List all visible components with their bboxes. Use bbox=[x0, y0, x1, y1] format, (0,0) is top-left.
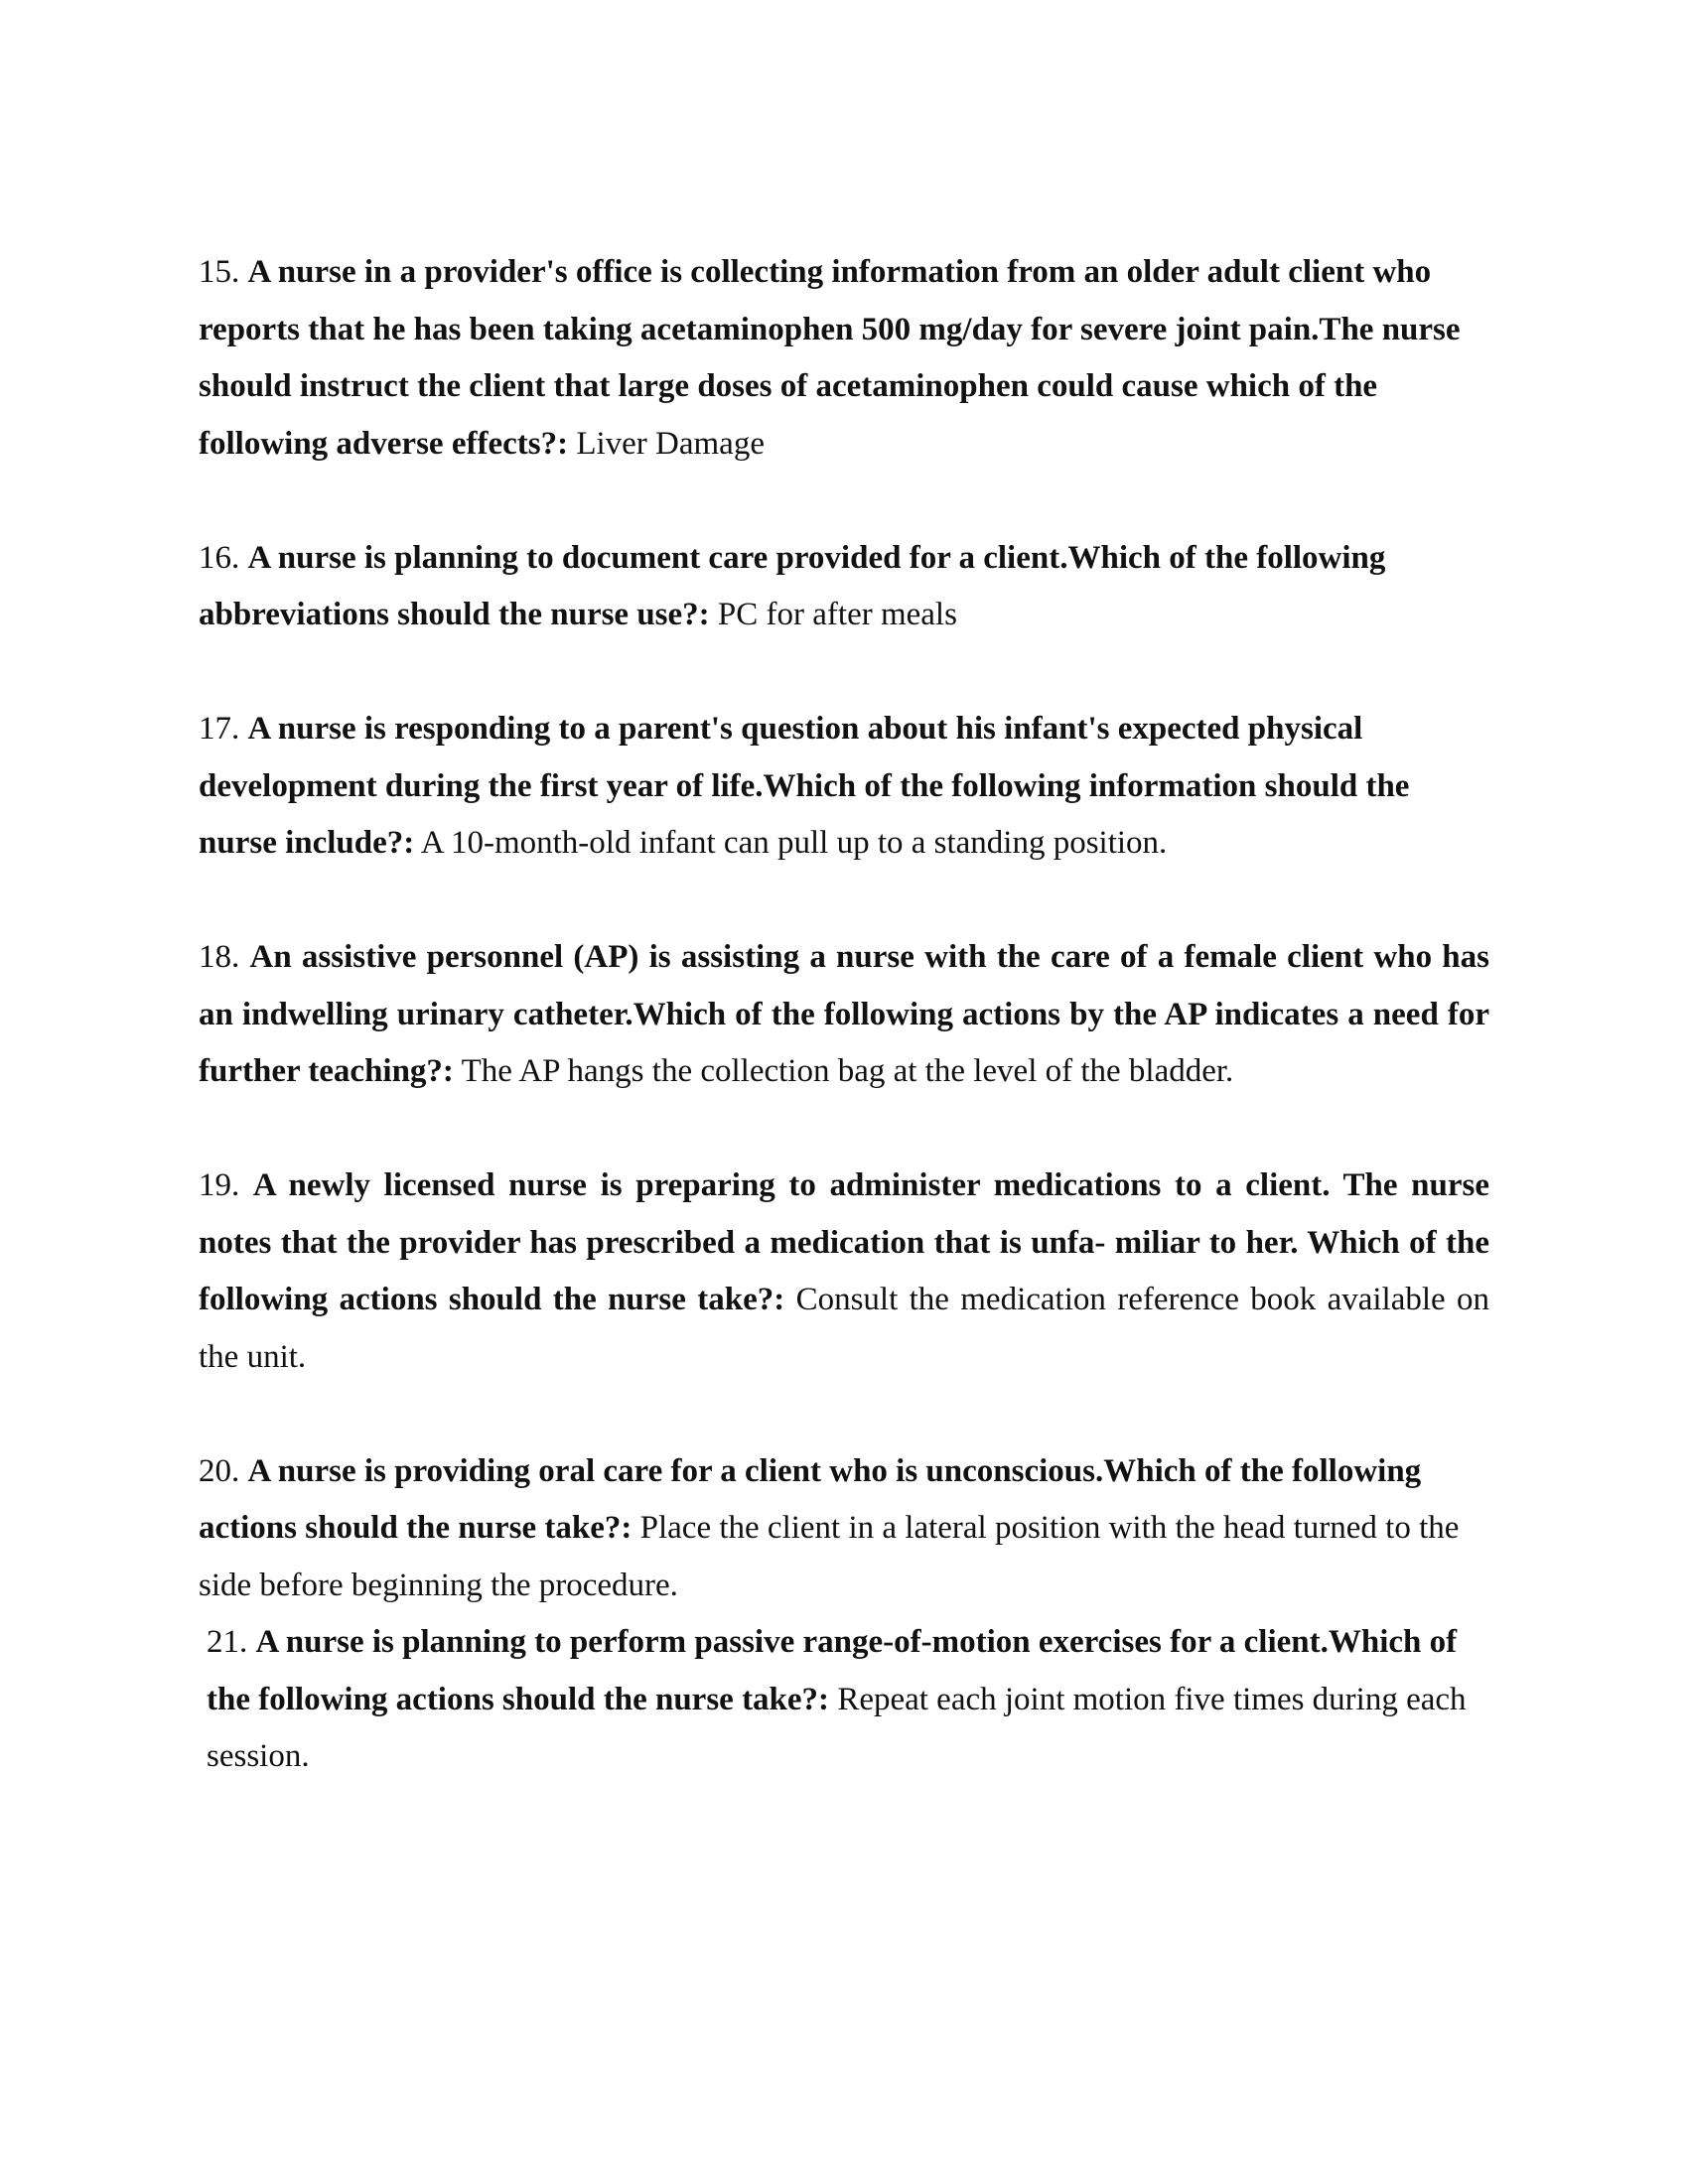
item-answer: PC for after meals bbox=[717, 597, 957, 632]
item-number: 20. bbox=[199, 1452, 240, 1489]
qa-item-20 bbox=[199, 1443, 1489, 1615]
item-number: 16. bbox=[199, 539, 240, 576]
qa-item-21 bbox=[199, 1614, 1489, 1786]
item-number: 21. bbox=[207, 1624, 248, 1660]
item-question: A nurse in a provider's office is collecting information from an older adult client who reports that he has been taking acetaminophen 500 mg/day for severe joint pain.The nurse should instruct the client that large doses of acetaminophen could cause which of the following adverse effects?: bbox=[199, 254, 1461, 462]
item-number: 15. bbox=[199, 254, 240, 290]
item-number: 19. bbox=[199, 1167, 240, 1203]
item-number: 17. bbox=[199, 711, 240, 747]
qa-item-18 bbox=[199, 929, 1489, 1101]
item-answer: Consult the medication reference book available on the unit. bbox=[199, 1282, 1490, 1375]
qa-item-15 bbox=[199, 244, 1489, 473]
item-answer: Liver Damage bbox=[576, 425, 765, 462]
item-answer: The AP hangs the collection bag at the level of the bladder. bbox=[461, 1053, 1234, 1089]
item-answer: Repeat each joint motion five times during each session. bbox=[207, 1681, 1467, 1774]
item-question: A nurse is responding to a parent's question about his infant's expected physical development during the first year of life.Which of the following information should the nurse include?: bbox=[199, 711, 1410, 861]
item-question: A nurse is providing oral care for a client who is unconscious.Which of the following actions should the nurse take?: bbox=[199, 1452, 1422, 1546]
item-question: An assistive personnel (AP) is assisting a nurse with the care of a female client who has an indwelling urinary catheter.Which of the following actions by the AP indicates a need for further teaching?: bbox=[199, 939, 1490, 1089]
qa-list bbox=[199, 244, 1489, 1786]
item-question: A nurse is planning to document care provided for a client.Which of the following abbreviations should the nurse use?: bbox=[199, 539, 1386, 632]
item-answer: A 10-month-old infant can pull up to a standing position. bbox=[420, 825, 1168, 861]
qa-item-19 bbox=[199, 1158, 1489, 1386]
item-number: 18. bbox=[199, 939, 240, 975]
item-question: A nurse is planning to perform passive range-of-motion exercises for a client.Which of the following actions should the nurse take?: bbox=[207, 1624, 1458, 1717]
qa-item-16 bbox=[199, 530, 1489, 644]
item-question: A newly licensed nurse is preparing to administer medications to a client. The nurse notes that the provider has prescribed a medication that is unfa- miliar to her. Which of the following actions should the nurse take?: bbox=[199, 1167, 1489, 1317]
item-answer: Place the client in a lateral position with the head turned to the side before beginning the procedure. bbox=[199, 1510, 1460, 1603]
qa-item-17 bbox=[199, 701, 1489, 873]
